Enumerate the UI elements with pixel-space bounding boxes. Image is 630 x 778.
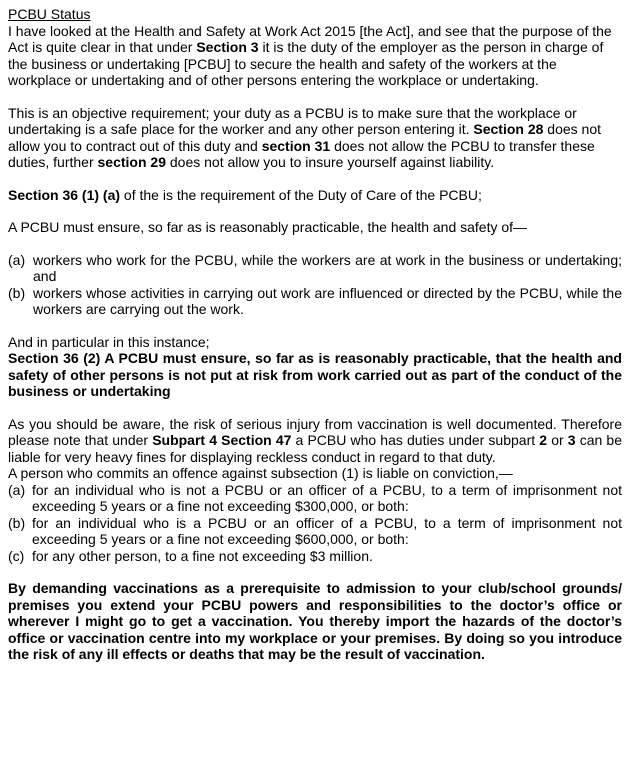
list-item-label: (a) (8, 251, 26, 268)
text-run: it is the duty of the employer as the person in charge of the business or undertaking [PCBU] to secure the health and safety of the workers at the workplace or undertaking and of other persons entering the workplace or undertaking. (8, 39, 604, 88)
paragraph-conclusion (8, 580, 622, 663)
text-run: This is an objective requirement; your duty as a PCBU is to make sure that the workplace or undertaking is a safe place for the worker and any other person entering it. (8, 104, 577, 137)
text-run: I have looked at the Health and Safety at Work Act 2015 [the Act], and see that the purpose of the Act is quite clear in that under (8, 22, 612, 55)
workers-list (8, 252, 622, 318)
list-item (8, 252, 622, 285)
list-item-text: for an individual who is a PCBU or an officer of a PCBU, to a term of imprisonment not exceeding 5 years or a fine not exceeding $600,000, or both: (32, 514, 622, 547)
list-item-text: for any other person, to a fine not exceeding $3 million. (32, 547, 373, 564)
bold-statement: By demanding vaccinations as a prerequisite to admission to your club/school grounds/ premises you extend your PCBU powers and responsibilities to the doctor’s office or wherever I might go to get a vaccination. You thereby import the hazards of the doctor’s office or vaccination centre into my workplace or your premises. By doing so you introduce the risk of any ill effects or deaths that may be the result of vaccination. (8, 580, 622, 662)
text-run: or (547, 432, 568, 448)
list-item (8, 482, 622, 515)
list-item (8, 285, 622, 318)
section-reference: section 31 (261, 137, 331, 154)
paragraph-section-36-2 (8, 350, 622, 400)
paragraph-in-particular: And in particular in this instance; (8, 333, 210, 350)
list-item-label: (c) (8, 547, 25, 564)
paragraph-duty-of-care (8, 187, 622, 204)
list-item-label: (b) (8, 514, 26, 531)
bold-statement: Section 36 (2) A PCBU must ensure, so far as is reasonably practicable, that the health and safety of other persons is not put at risk from work carried out as part of the conduct of the business or undertaking (8, 350, 622, 399)
paragraph-purpose-of-act (8, 23, 622, 89)
document-title: PCBU Status (8, 6, 91, 22)
text-run: a PCBU who has duties under subpart (291, 432, 540, 448)
text-run: does not allow you to insure yourself against liability. (165, 154, 495, 170)
paragraph-offence: A person who commits an offence against subsection (1) is liable on conviction,— (8, 465, 513, 481)
list-item (8, 515, 622, 548)
list-item-label: (b) (8, 284, 26, 301)
text-run: can be liable for very heavy fines for displaying reckless conduct in regard to that duty. (8, 432, 622, 465)
paragraph-vaccination-risk (8, 416, 622, 466)
section-reference: section 29 (97, 154, 166, 170)
penalties-list (8, 482, 622, 565)
text-run: does not allow the PCBU to transfer these duties, further (8, 137, 595, 170)
text-run: does not allow you to contract out of this duty and (8, 121, 602, 154)
text-run: As you should be aware, the risk of serious injury from vaccination is well documented. Therefore please note that under (8, 415, 622, 448)
section-reference: Subpart 4 Section 47 (152, 432, 292, 448)
paragraph-objective-requirement (8, 105, 622, 171)
section-reference: 2 (539, 432, 548, 448)
text-run: of the is the requirement of the Duty of Care of the PCBU; (120, 186, 482, 203)
section-reference: Section 36 (1) (a) (8, 186, 121, 203)
list-item-text: workers who work for the PCBU, while the workers are at work in the business or undertaking; and (33, 251, 622, 284)
list-item (8, 548, 622, 565)
list-item-text: workers whose activities in carrying out work are influenced or directed by the PCBU, while the workers are carrying out the work. (33, 284, 622, 317)
section-reference: Section 28 (473, 121, 544, 137)
paragraph-pcbu-must-ensure: A PCBU must ensure, so far as is reasonably practicable, the health and safety of— (8, 219, 528, 235)
list-item-text: for an individual who is not a PCBU or an officer of a PCBU, to a term of imprisonment not exceeding 5 years or a fine not exceeding $300,000, or both: (32, 481, 622, 514)
list-item-label: (a) (8, 481, 26, 498)
section-reference: 3 (567, 432, 576, 448)
section-reference: Section 3 (196, 39, 259, 55)
